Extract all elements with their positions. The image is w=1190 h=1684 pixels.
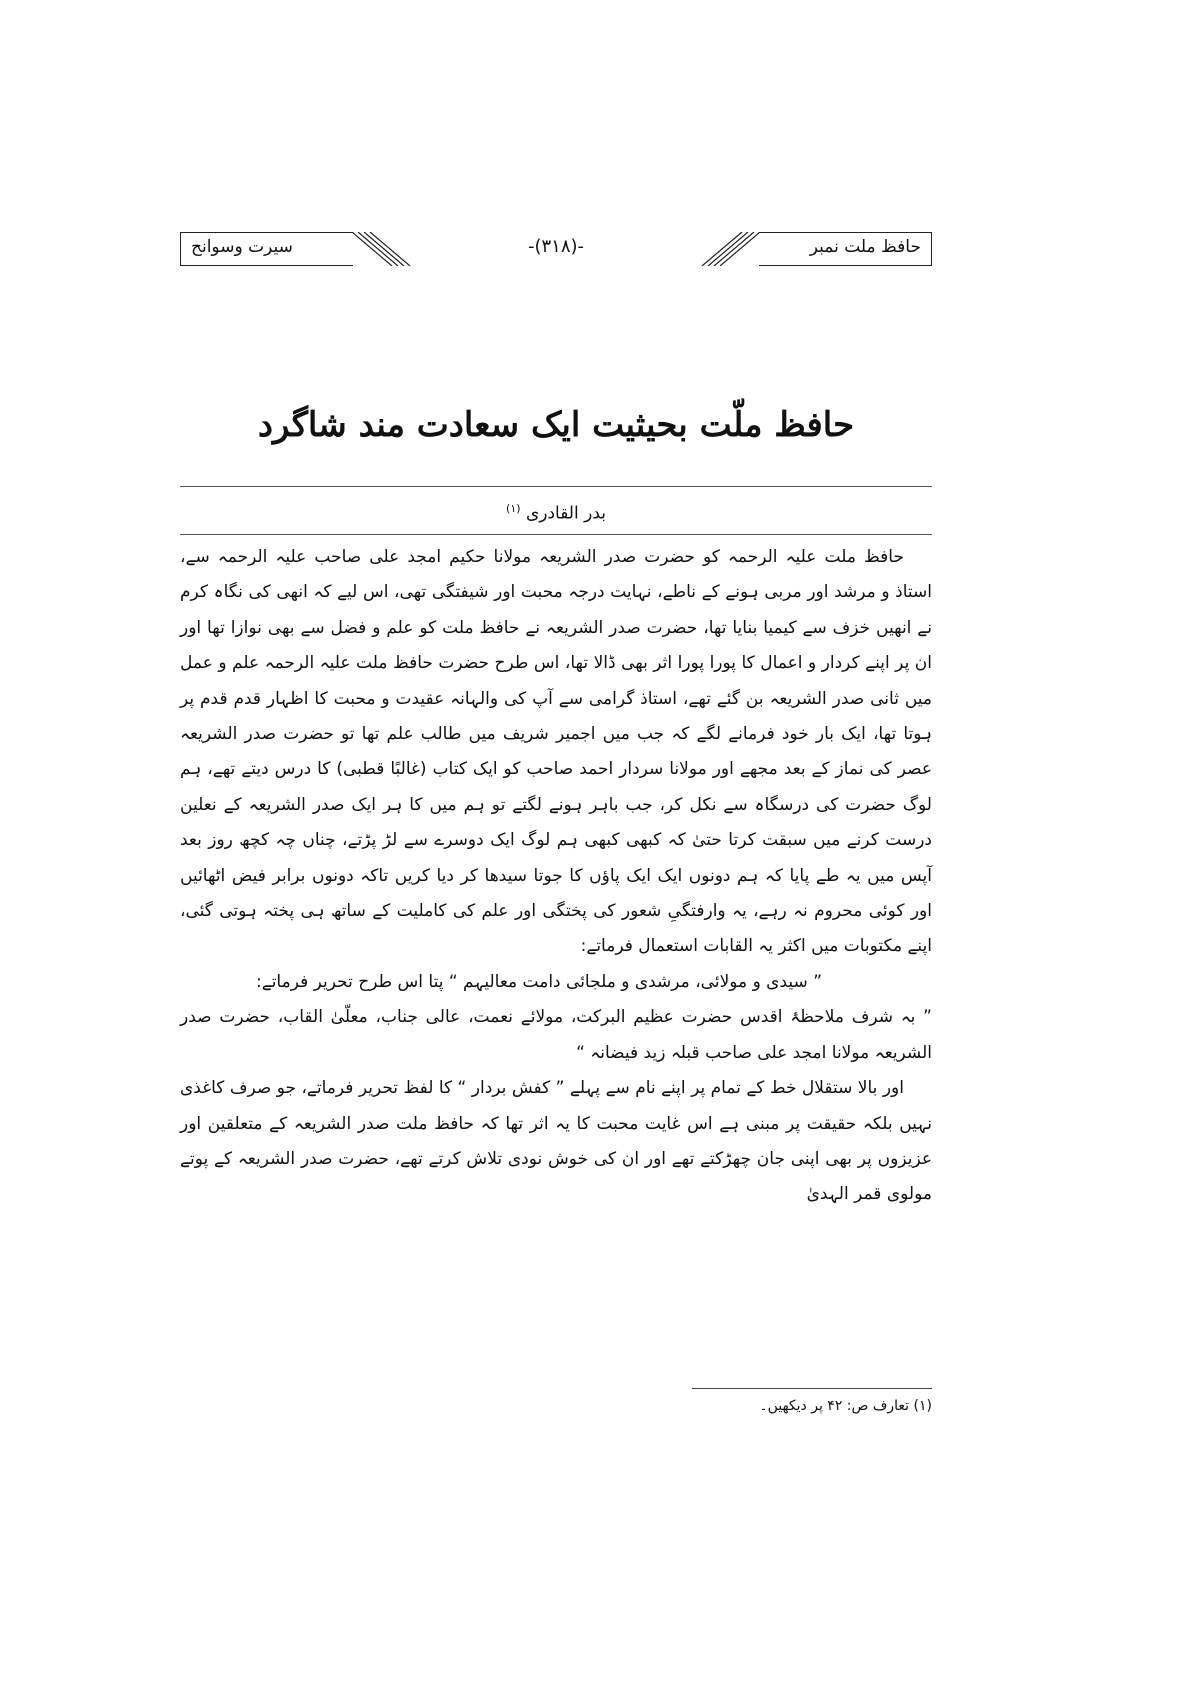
paragraph: اور بالا ستقلال خط کے تمام پر اپنے نام سے پہلے ” کفش بردار “ کا لفظ تحریر فرماتے، جو صرف کاغذی نہیں بلکہ حقیقت پر مبنی ہے اس غایت محبت کا یہ اثر تھا کہ حافظ ملت صدر الشریعہ کے متعلقین اور عزیزوں پر بھی اپنی جان چھڑکتے تھے اور ان کی خوش نودی تلاش کرتے تھے، حضرت صدر الشریعہ کے پوتے مولوی قمر الہدیٰ <box>180 1078 932 1205</box>
article-body <box>180 540 932 1213</box>
footnote-divider <box>692 1388 932 1389</box>
page-header <box>180 232 932 266</box>
quote: ” بہ شرف ملاحظۂ اقدس حضرت عظیم البرکت، مولائے نعمت، عالی جناب، معلّیٰ القاب، حضرت صدر الشریعہ مولانا امجد علی صاحب قبلہ زید فیضانہ “ <box>180 1007 932 1063</box>
section-label: سیرت وسوانح <box>191 237 293 257</box>
divider-bottom <box>180 534 932 535</box>
page-number: -(۳۱۸)- <box>527 236 585 257</box>
header-publication-box <box>759 232 932 266</box>
header-diagonal-ornament-right <box>690 232 760 266</box>
publication-label: حافظ ملت نمبر <box>809 237 921 257</box>
footnote: (۱) تعارف ص: ۴۲ پر دیکھیں۔ <box>759 1398 932 1414</box>
author-name: بدر القادری <box>525 503 606 524</box>
author-byline <box>180 502 932 524</box>
article-title: حافظ ملّت بحیثیت ایک سعادت مند شاگرد <box>257 404 855 445</box>
quote: ” سیدی و مولائی، مرشدی و ملجائی دامت معالیہم “ پتا اس طرح تحریر فرماتے: <box>256 971 822 992</box>
footnote-marker: (۱) <box>506 502 521 515</box>
paragraph: حافظ ملت علیہ الرحمہ کو حضرت صدر الشریعہ مولانا حکیم امجد علی صاحب علیہ الرحمہ سے، استاذ و مرشد اور مربی ہونے کے ناطے، نہایت درجہ محبت اور شیفتگی تھی، اس لیے کہ انھی کی نگاہ کرم نے انھیں خزف سے کیمیا بنایا تھا، حضرت صدر الشریعہ نے حافظ ملت کو علم و فضل سے بھی نوازا تھا اور ان پر اپنے کردار و اعمال کا پورا پورا اثر بھی ڈالا تھا، اس طرح حضرت حافظ ملت علیہ الرحمہ علم و عمل میں ثانی صدر الشریعہ بن گئے تھے، استاذ گرامی سے آپ کی والہانہ عقیدت و محبت کا اظہار قدم قدم پر ہوتا تھا، ایک بار خود فرمانے لگے کہ جب میں اجمیر شریف میں طالب علم تھا تو حضرت صدر الشریعہ عصر کی نماز کے بعد مجھے اور مولانا سردار احمد صاحب کو ایک کتاب (غالبًا قطبی) کا درس دیتے تھے، ہم لوگ حضرت کی درسگاہ سے نکل کر، جب باہر ہونے لگتے تو ہم میں کا ہر ایک صدر الشریعہ کے نعلین درست کرنے میں سبقت کرتا حتیٰ کہ کبھی کبھی ہم لوگ ایک دوسرے سے لڑ پڑتے، چناں چہ کچھ روز بعد آپس میں یہ طے پایا کہ ہم دونوں ایک ایک پاؤں کا جوتا سیدھا کر دیا کریں تاکہ دونوں برابر فیض اٹھائیں اور کوئی محروم نہ رہے، یہ وارفتگیِ شعور کی پختگی اور علم کی کاملیت کے ساتھ ہی پختہ ہوتی گئی، اپنے مکتوبات میں اکثر یہ القابات استعمال فرماتے: <box>180 547 932 957</box>
divider-top <box>180 486 932 487</box>
